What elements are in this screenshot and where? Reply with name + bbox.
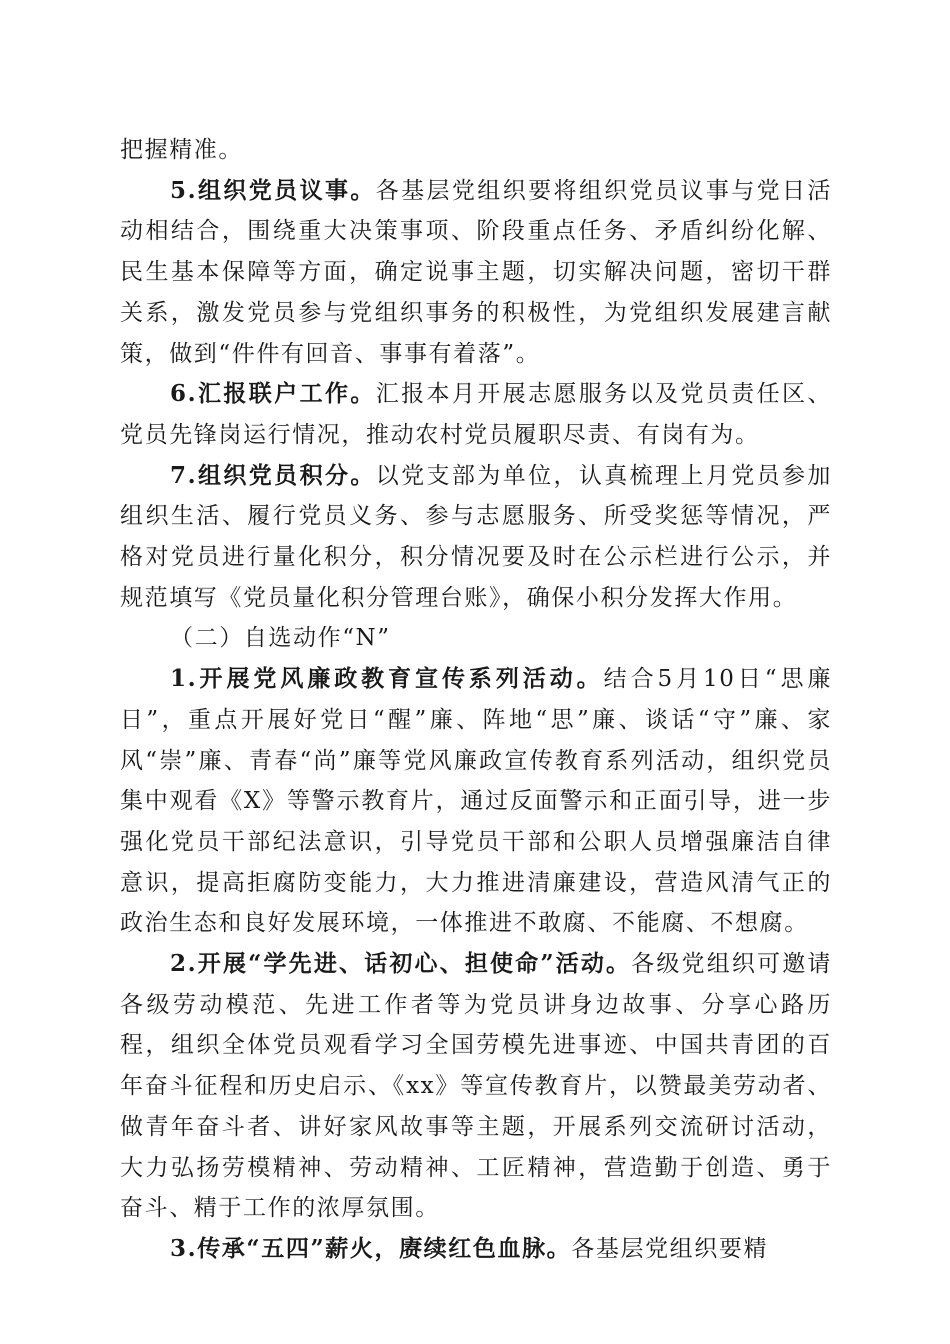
paragraph-heading: 3.传承“五四”薪火，赓续红色血脉。 (170, 1234, 572, 1262)
paragraph-heading: 2.开展“学先进、话初心、担使命”活动。 (170, 950, 632, 978)
paragraph-text: 各基层党组织要将组织党员议事与党日活动相结合，围绕重大决策事项、阶段重点任务、矛盾纠纷化解、民生基本保障等方面，确定说事主题，切实解决问题，密切干群关系，激发党员参与党组织事务的积极性，为党组织发展建言献策，做到“件件有回音、事事有着落”。 (120, 177, 832, 367)
paragraph-heading: 7.组织党员积分。 (170, 461, 376, 489)
section-heading (120, 618, 832, 659)
paragraph-item-1 (120, 659, 832, 944)
paragraph-text: 结合5月10日“思廉日”，重点开展好党日“醒”廉、阵地“思”廉、谈话“守”廉、家风“崇”廉、青春“尚”廉等党风廉政宣传教育系列活动，组织党员集中观看《X》等警示教育片，通过反面警示和正面引导，进一步强化党员干部纪法意识，引导党员干部和公职人员增强廉洁自律意识，提高拒腐防变能力，大力推进清廉建设，营造风清气正的政治生态和良好发展环境，一体推进不敢腐、不能腐、不想腐。 (120, 666, 832, 937)
section-heading-text: （二）自选动作“N” (170, 625, 391, 652)
paragraph-continuation (120, 130, 832, 171)
paragraph-heading: 6.汇报联户工作。 (170, 380, 376, 408)
paragraph-text: 以党支部为单位，认真梳理上月党员参加组织生活、履行党员义务、参与志愿服务、所受奖惩等情况，严格对党员进行量化积分，积分情况要及时在公示栏进行公示，并规范填写《党员量化积分管理台账》，确保小积分发挥大作用。 (120, 462, 832, 611)
paragraph-text: 汇报本月开展志愿服务以及党员责任区、党员先锋岗运行情况，推动农村党员履职尽责、有岗有为。 (120, 381, 832, 448)
paragraph-item-2 (120, 944, 832, 1229)
paragraph-text: 各基层党组织要精 (571, 1235, 769, 1262)
paragraph-heading: 5.组织党员议事。 (170, 176, 376, 204)
paragraph-item-5 (120, 171, 832, 375)
document-body (120, 130, 832, 1270)
paragraph-text: 各级党组织可邀请各级劳动模范、先进工作者等为党员讲身边故事、分享心路历程，组织全体党员观看学习全国劳模先进事迹、中国共青团的百年奋斗征程和历史启示、《xx》等宣传教育片，以赞最美劳动者、做青年奋斗者、讲好家风故事等主题，开展系列交流研讨活动，大力弘扬劳模精神、劳动精神、工匠精神，营造勤于创造、勇于奋斗、精于工作的浓厚氛围。 (120, 951, 832, 1222)
paragraph-item-3 (120, 1229, 832, 1270)
paragraph-heading: 1.开展党风廉政教育宣传系列活动。 (170, 665, 604, 693)
paragraph-item-6 (120, 374, 832, 455)
paragraph-text: 把握精准。 (120, 137, 243, 163)
paragraph-item-7 (120, 456, 832, 619)
